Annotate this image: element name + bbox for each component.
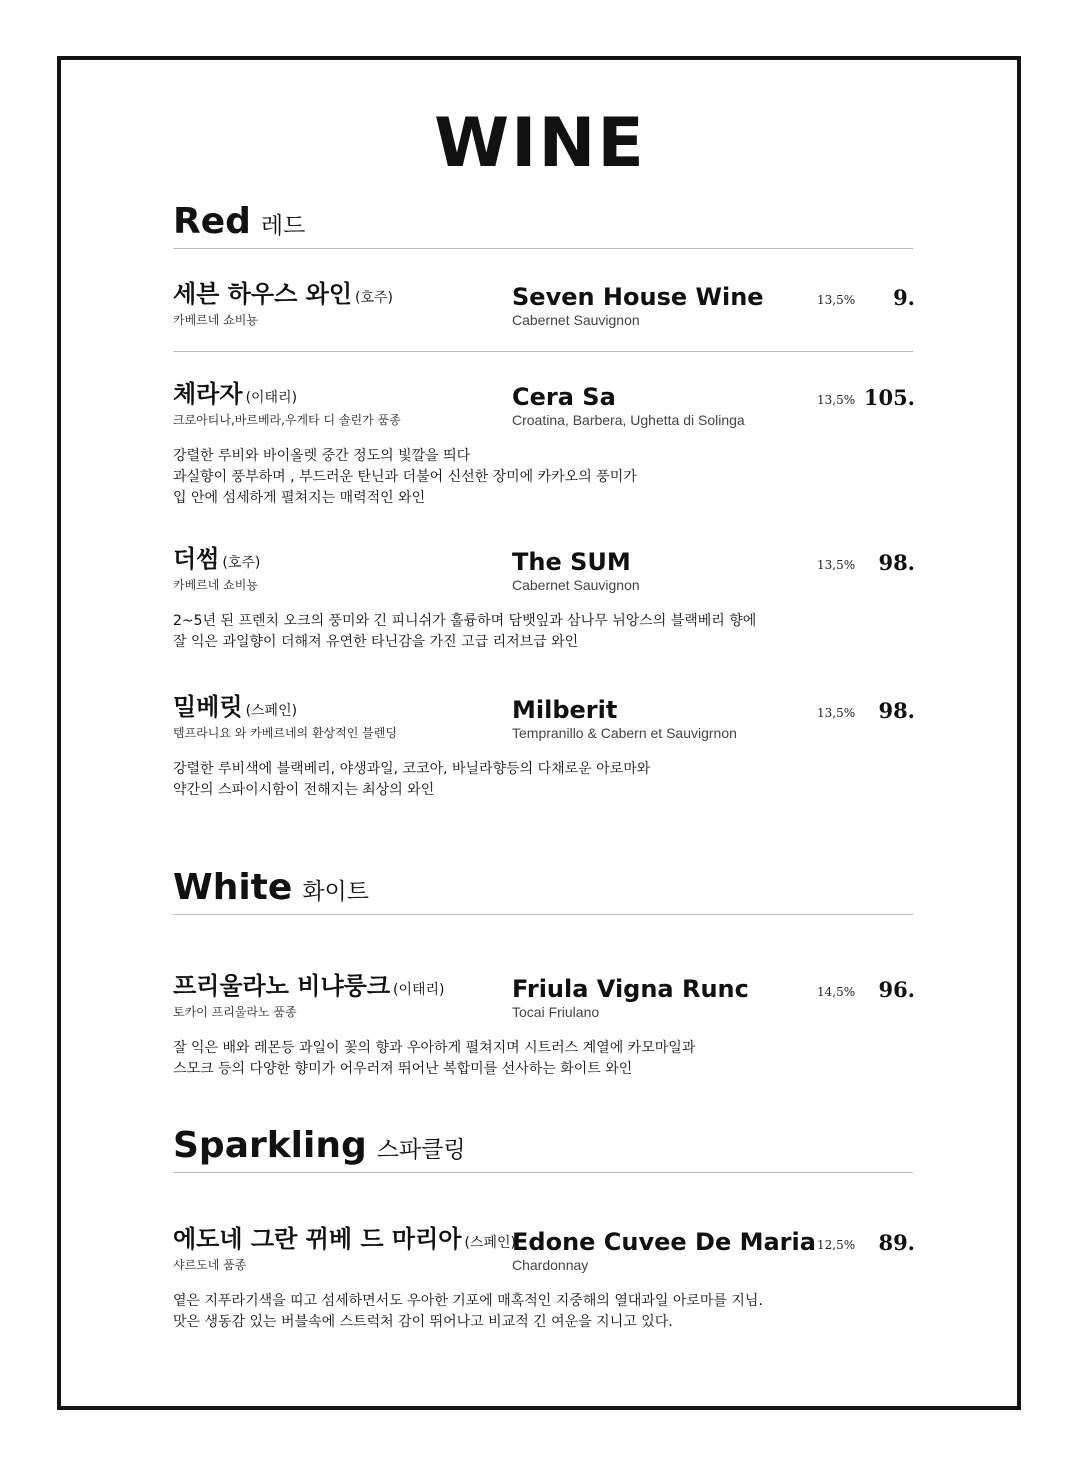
description-line: 잘 익은 배와 레몬등 과일이 꽃의 향과 우아하게 펼쳐지며 시트러스 계열에 카모마일과	[173, 1040, 696, 1056]
wine-grape-ko: 카베르네 쇼비뇽	[173, 313, 258, 327]
wine-item-the-sum	[173, 545, 915, 605]
wine-description	[173, 1291, 913, 1333]
wine-grape-en: Cabernet Sauvignon	[512, 577, 640, 593]
wine-grape-en: Croatina, Barbera, Ughetta di Solinga	[512, 412, 745, 428]
wine-origin: (호주)	[222, 555, 261, 571]
wine-grape-en: Tempranillo & Cabern et Sauvigrnon	[512, 725, 737, 741]
wine-item-cera-sa	[173, 380, 915, 440]
menu-title: WINE	[434, 104, 646, 183]
wine-description	[173, 611, 913, 653]
section-title-en: Red	[173, 201, 251, 242]
wine-price: 89.	[878, 1230, 915, 1255]
wine-item-friula	[173, 972, 915, 1032]
wine-name-ko: 체라자	[173, 380, 243, 408]
wine-price: 98.	[878, 550, 915, 575]
wine-origin: (이태리)	[393, 982, 445, 998]
wine-name-en: Edone Cuvee De Maria	[512, 1228, 816, 1256]
section-title-en: Sparkling	[173, 1125, 367, 1166]
wine-price: 96.	[878, 977, 915, 1002]
wine-name-ko: 세븐 하우스 와인	[173, 280, 352, 308]
section-title-ko: 레드	[260, 213, 306, 239]
description-line: 강렬한 루비와 바이올렛 중간 정도의 빛깔을 띄다	[173, 448, 471, 464]
section-header-red	[173, 196, 913, 249]
wine-name-en: Friula Vigna Runc	[512, 975, 749, 1003]
wine-grape-ko: 토카이 프리울라노 품종	[173, 1005, 297, 1019]
wine-grape-en: Tocai Friulano	[512, 1004, 600, 1020]
description-line: 과실향이 풍부하며 , 부드러운 탄닌과 더불어 신선한 장미에 카카오의 풍미가	[173, 469, 637, 485]
wine-name-ko: 프리울라노 비냐룽크	[173, 972, 391, 1000]
wine-origin: (호주)	[355, 290, 393, 306]
item-divider	[173, 351, 913, 352]
wine-grape-ko: 크로아티나,바르베라,우게타 디 솔린가 품종	[173, 413, 401, 427]
description-line: 강렬한 루비색에 블랙베리, 야생과일, 코코아, 바닐라향등의 다채로운 아로마와	[173, 761, 651, 777]
wine-name-ko: 더썸	[173, 545, 220, 573]
wine-item-edone	[173, 1225, 915, 1285]
wine-item-seven-house	[173, 280, 915, 340]
description-line: 입 안에 섬세하게 펼쳐지는 매력적인 와인	[173, 490, 426, 506]
description-line: 옅은 지푸라기색을 띠고 섬세하면서도 우아한 기포에 매혹적인 지중해의 열대과일 아로마를 지님.	[173, 1293, 763, 1309]
wine-abv: 13,5%	[817, 706, 856, 720]
wine-name-ko: 밀베릿	[173, 693, 243, 721]
wine-description	[173, 759, 913, 801]
wine-description	[173, 446, 913, 509]
wine-grape-en: Chardonnay	[512, 1257, 589, 1273]
wine-name-ko: 에도네 그란 뀌베 드 마리아	[173, 1225, 462, 1253]
wine-abv: 12,5%	[817, 1238, 856, 1252]
section-header-sparkling	[173, 1120, 913, 1173]
wine-name-en: The SUM	[512, 548, 631, 576]
wine-price: 9.	[893, 285, 915, 310]
wine-abv: 13,5%	[817, 293, 856, 307]
wine-name-ko-group	[173, 280, 393, 312]
wine-abv: 14,5%	[817, 985, 856, 999]
description-line: 맛은 생동감 있는 버블속에 스트럭처 감이 뛰어나고 비교적 긴 여운을 지니고 있다.	[173, 1314, 673, 1330]
wine-name-ko-group	[173, 545, 260, 577]
wine-name-ko-group	[173, 1225, 516, 1257]
wine-origin: (이태리)	[245, 390, 298, 406]
section-title-en: White	[173, 867, 293, 908]
wine-price: 105.	[863, 385, 915, 410]
wine-origin: (스페인)	[464, 1235, 516, 1251]
wine-grape-ko: 템프라니요 와 카베르네의 환상적인 블렌딩	[173, 726, 397, 740]
section-title-ko: 화이트	[302, 879, 369, 905]
wine-name-en: Milberit	[512, 696, 618, 724]
description-line: 잘 익은 과일향이 더해져 유연한 타닌감을 가진 고급 리저브급 와인	[173, 634, 579, 650]
wine-grape-ko: 샤르도네 품종	[173, 1258, 247, 1272]
wine-item-milberit	[173, 693, 915, 753]
description-line: 2~5년 된 프렌치 오크의 풍미와 긴 피니쉬가 훌륭하며 담뱃잎과 삼나무 뉘앙스의 블랙베리 향에	[173, 613, 757, 629]
description-line: 스모크 등의 다양한 향미가 어우러져 뛰어난 복합미를 선사하는 화이트 와인	[173, 1061, 633, 1077]
wine-name-en: Cera Sa	[512, 383, 616, 411]
wine-price: 98.	[878, 698, 915, 723]
wine-grape-en: Cabernet Sauvignon	[512, 312, 640, 328]
wine-grape-ko: 카베르네 쇼비뇽	[173, 578, 258, 592]
wine-origin: (스페인)	[245, 703, 298, 719]
wine-name-ko-group	[173, 693, 297, 725]
wine-name-ko-group	[173, 972, 445, 1004]
wine-description	[173, 1038, 913, 1080]
wine-abv: 13,5%	[817, 393, 856, 407]
wine-name-en: Seven House Wine	[512, 283, 764, 311]
section-header-white	[173, 862, 913, 915]
description-line: 약간의 스파이시함이 전해지는 최상의 와인	[173, 782, 435, 798]
wine-abv: 13,5%	[817, 558, 856, 572]
wine-name-ko-group	[173, 380, 297, 412]
section-title-ko: 스파클링	[376, 1137, 466, 1163]
